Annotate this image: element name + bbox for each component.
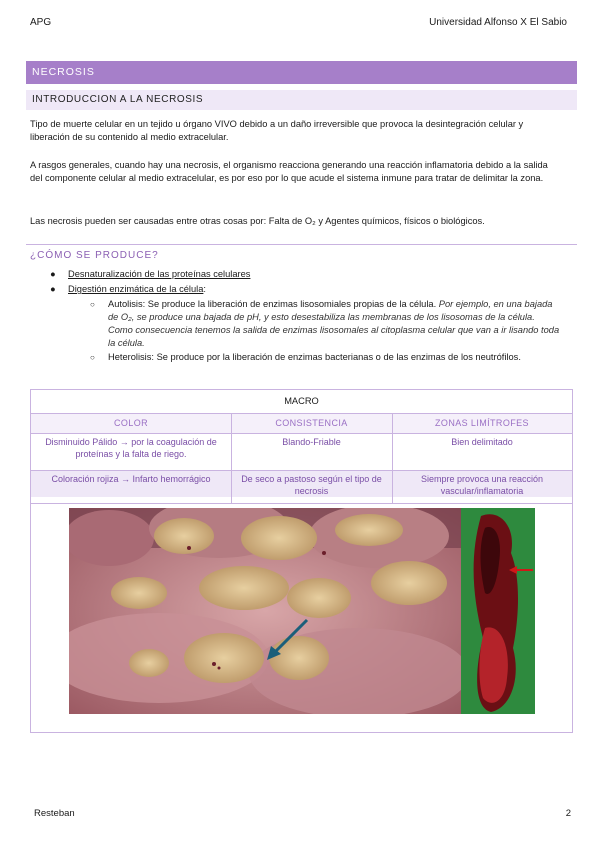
intro-paragraph-2: A rasgos generales, cuando hay una necrosis, el organismo reacciona generando una reacción inflamatoria debido a la salida del componente celular al medio extracelular, es por eso por lo que acude el sistema inmune para tratar de delimitar la zona.: [30, 160, 548, 183]
table-cell: Siempre provoca una reacción vascular/inflamatoria: [420, 474, 544, 496]
header-cell: CONSISTENCIA: [231, 414, 392, 433]
section-subtitle: INTRODUCCION A LA NECROSIS: [26, 90, 577, 110]
table-title: MACRO: [31, 390, 572, 414]
bullet-text: Digestión enzimática de la célula: [68, 284, 204, 294]
intro-paragraph-1: Tipo de muerte celular en un tejido u órgano VIVO debido a un daño irreversible que provoca la desintegración celular y liberación de su contenido al medio extracelular.: [30, 119, 524, 142]
divider: [26, 244, 577, 245]
how-title: ¿CÓMO SE PRODUCE?: [30, 250, 159, 261]
table-divider: [231, 414, 232, 504]
table-cell: Disminuido Pálido → por la coagulación de proteínas y la falta de riego.: [45, 437, 217, 459]
bullet-icon: ●: [50, 269, 56, 279]
heterolisis-text: Heterolisis: Se produce por la liberación de enzimas bacterianas o de las enzimas de los neutrófilos.: [108, 352, 521, 362]
circle-bullet-icon: ○: [90, 300, 95, 309]
header-cell: COLOR: [31, 414, 231, 433]
page-number: 2: [565, 808, 571, 819]
bullet-text: Desnaturalización de las proteínas celulares: [68, 269, 251, 279]
list-subitem-autolisis: [30, 298, 560, 350]
macro-table: [30, 389, 573, 733]
header-cell: ZONAS LIMÍTROFES: [392, 414, 572, 433]
header-left: APG: [30, 17, 52, 28]
header-right: Universidad Alfonso X El Sabio: [429, 17, 567, 28]
autolisis-example: Por ejemplo, en una bajada de O₂, se produce una bajada de pH, y esto desestabiliza las membranas de los lisosomas de la célula. Como consecuencia tenemos la salida de enzimas lisosomales al citoplasma celular que van a ir lisando toda la célula.: [108, 299, 560, 348]
table-cell: Blando-Friable: [282, 437, 341, 447]
bullet-icon: ●: [50, 284, 56, 294]
table-cell: De seco a pastoso según el tipo de necrosis: [241, 474, 382, 496]
intro-paragraph-3: Las necrosis pueden ser causadas entre otras cosas por: Falta de O₂ y Agentes químicos, físicos o biológicos.: [30, 216, 485, 226]
footer-author: Resteban: [34, 808, 75, 819]
table-cell: Coloración rojiza → Infarto hemorrágico: [51, 474, 211, 484]
table-cell: Bien delimitado: [451, 437, 513, 447]
table-row: [31, 434, 572, 460]
table-divider: [31, 503, 572, 504]
section-title: NECROSIS: [26, 61, 577, 84]
bullet-colon: :: [203, 284, 206, 294]
mechanism-list: [30, 266, 560, 365]
list-item: [30, 268, 560, 281]
list-subitem-heterolisis: [30, 351, 560, 364]
table-header-row: [31, 414, 572, 433]
circle-bullet-icon: ○: [90, 353, 95, 362]
table-divider: [392, 414, 393, 504]
autolisis-lead: Autolisis: Se produce la liberación de enzimas lisosomiales propias de la célula.: [108, 299, 437, 309]
table-row: [31, 471, 572, 497]
necrosis-tissue-photo: [69, 508, 461, 714]
hemorrhagic-infarct-photo: [461, 508, 535, 714]
list-item: [30, 283, 560, 296]
